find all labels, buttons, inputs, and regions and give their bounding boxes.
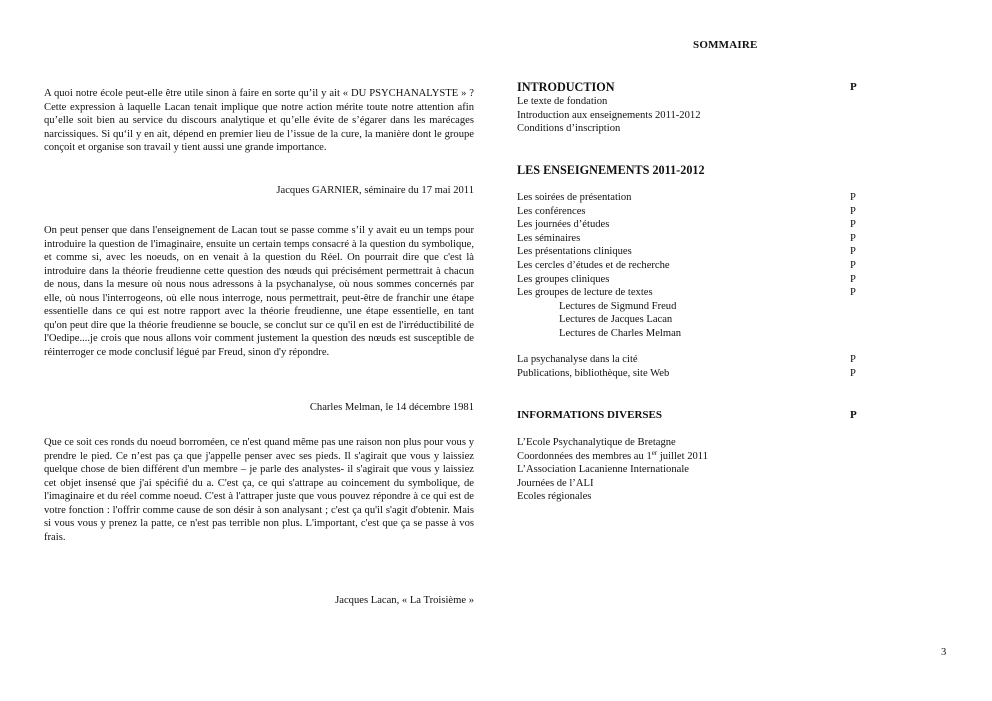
toc-item xyxy=(517,259,857,273)
toc-heading-enseignements: LES ENSEIGNEMENTS 2011-2012 xyxy=(517,163,705,177)
toc-item: Conditions d’inscription xyxy=(517,123,621,135)
toc-page-ref: P xyxy=(850,219,856,231)
quote-melman: On peut penser que dans l'enseignement de Lacan tout se passe comme s’il y avait eu un temps pour introduire la question de l'imaginaire, ensuite un certain temps consacré à la question du symbolique, et comme si, avec les noeuds, on en venait à la question du Réel. On pourrait dire que c'est là introduire dans la théorie freudienne cette question des nœuds qui précisément permettrait à chacun de nous, dans la mesure où nous nous adressons à la psychanalyse, où nous sommes concernés par elle, où nous l'interrogeons, où elle nous interroge, nous permettrait, peut-être de franchir une étape essentielle dans ce qui est notre rapport avec la théorie freudienne, une étape essentielle, en tant qu'on peut dire que la théorie freudienne se boucle, se conclut sur ce qu'il en est de l'irréductibilité de l'Oedipe....je crois que nous allons voir comment justement la question des nœuds est susceptible de réinterroger ce mode conclusif légué par Freud, sinon d'y répondre. xyxy=(44,225,474,358)
toc-item: Introduction aux enseignements 2011-2012 xyxy=(517,109,701,121)
toc-heading-introduction xyxy=(517,80,857,95)
toc-subitem: Lectures de Sigmund Freud xyxy=(559,300,677,312)
toc-item-label: Les conférences xyxy=(517,205,586,217)
toc-item xyxy=(517,205,857,219)
toc-page-ref: P xyxy=(850,246,856,258)
toc-item: L’Ecole Psychanalytique de Bretagne xyxy=(517,437,676,448)
toc-item-label-suffix: juillet 2011 xyxy=(657,450,709,462)
toc-item-label: Les groupes cliniques xyxy=(517,273,610,285)
page-number: 3 xyxy=(941,647,947,658)
toc-page-ref: P xyxy=(850,273,856,285)
quote-garnier: A quoi notre école peut-elle être utile sinon à faire en sorte qu’il y ait « DU PSYCHANALYSTE » ? Cette expression à laquelle Lacan tenait implique que notre action mérite toute notre attention afin qu’elle soit bien au service du discours analytique et qu’elle évite de s’égarer dans les marécages narcissiques. Si qu‘il y en ait, dépend en premier lieu de l’issue de la cure, la manière dont le groupe conçoit et organise son travail y tient aussi une grande importance. xyxy=(44,88,474,153)
toc-item-label: Coordonnées des membres au 1 xyxy=(517,450,652,462)
toc-page-ref: P xyxy=(850,367,856,379)
toc-item xyxy=(517,286,857,300)
toc-item-label: Les présentations cliniques xyxy=(517,246,632,258)
toc-section-enseignements xyxy=(517,163,857,178)
toc-heading-informations xyxy=(517,408,857,422)
toc-section-informations xyxy=(517,408,857,422)
attribution-lacan: Jacques Lacan, « La Troisième » xyxy=(335,595,474,606)
attribution-garnier: Jacques GARNIER, séminaire du 17 mai 2011 xyxy=(276,185,474,196)
toc-item-label: Les journées d’études xyxy=(517,219,610,231)
toc-item xyxy=(517,232,857,246)
toc-list-informations xyxy=(517,436,857,504)
toc-page-ref: P xyxy=(850,287,856,299)
attribution-melman: Charles Melman, le 14 décembre 1981 xyxy=(309,402,474,413)
toc-item-label: Les séminaires xyxy=(517,232,581,244)
toc-item xyxy=(517,450,857,464)
toc-page-ref: P xyxy=(850,409,857,421)
toc-page-ref: P xyxy=(850,232,856,244)
toc-heading-label: INFORMATIONS DIVERSES xyxy=(517,409,662,421)
toc-item xyxy=(517,191,857,205)
toc-item xyxy=(517,245,857,259)
quote-lacan: Que ce soit ces ronds du noeud borroméen, ce n'est quand même pas une raison non plus pour vous y prendre le pied. Ce n’est pas ça que j'appelle penser avec ses pieds. Il s'agirait que vous y laissiez quelque chose de bien différent d'un membre – je parle des analystes- il s'agirait que vous y laissiez cet objet insensé que j'ai spécifié du a. C'est ça, ce qui s'attrape au coincement du symbolique, de l'imaginaire et du réel comme noeud. C'est à l'attraper juste que vous pouvez répondre à ce qui est de votre fonction : l'offrir comme cause de son désir à son analysant ; c'est ça qu'il s'agit d'obtenir. Mais si vous vous y prenez la patte, ce n'est pas terrible non plus. L'important, c'est que ça se passe à vos frais. xyxy=(44,437,474,543)
toc-page-ref: P xyxy=(850,354,856,365)
toc-page-ref: P xyxy=(850,205,856,217)
toc-subitem: Lectures de Charles Melman xyxy=(559,327,682,339)
toc-item-label: Les groupes de lecture de textes xyxy=(517,287,653,299)
toc-item-label: Les soirées de présentation xyxy=(517,192,632,203)
toc-subitem: Lectures de Jacques Lacan xyxy=(559,314,673,326)
sommaire-title: SOMMAIRE xyxy=(693,39,758,51)
toc-section-introduction xyxy=(517,80,857,136)
superscript: er xyxy=(651,448,658,457)
toc-list-cite xyxy=(517,353,857,380)
toc-list-enseignements xyxy=(517,191,857,341)
toc-item: Ecoles régionales xyxy=(517,491,592,503)
toc-item xyxy=(517,218,857,232)
toc-item xyxy=(517,353,857,367)
toc-page-ref: P xyxy=(850,192,856,203)
toc-item xyxy=(517,367,857,381)
toc-page-ref: P xyxy=(850,81,857,93)
toc-item: Journées de l’ALI xyxy=(517,477,594,489)
toc-item-label: Les cercles d’études et de recherche xyxy=(517,259,670,271)
toc-item: L’Association Lacanienne Internationale xyxy=(517,464,689,476)
toc-item xyxy=(517,273,857,287)
toc-item-label: La psychanalyse dans la cité xyxy=(517,354,638,365)
toc-item-label: Publications, bibliothèque, site Web xyxy=(517,367,670,379)
toc-heading-label: INTRODUCTION xyxy=(517,80,615,94)
toc-page-ref: P xyxy=(850,259,856,271)
toc-item: Le texte de fondation xyxy=(517,96,608,107)
